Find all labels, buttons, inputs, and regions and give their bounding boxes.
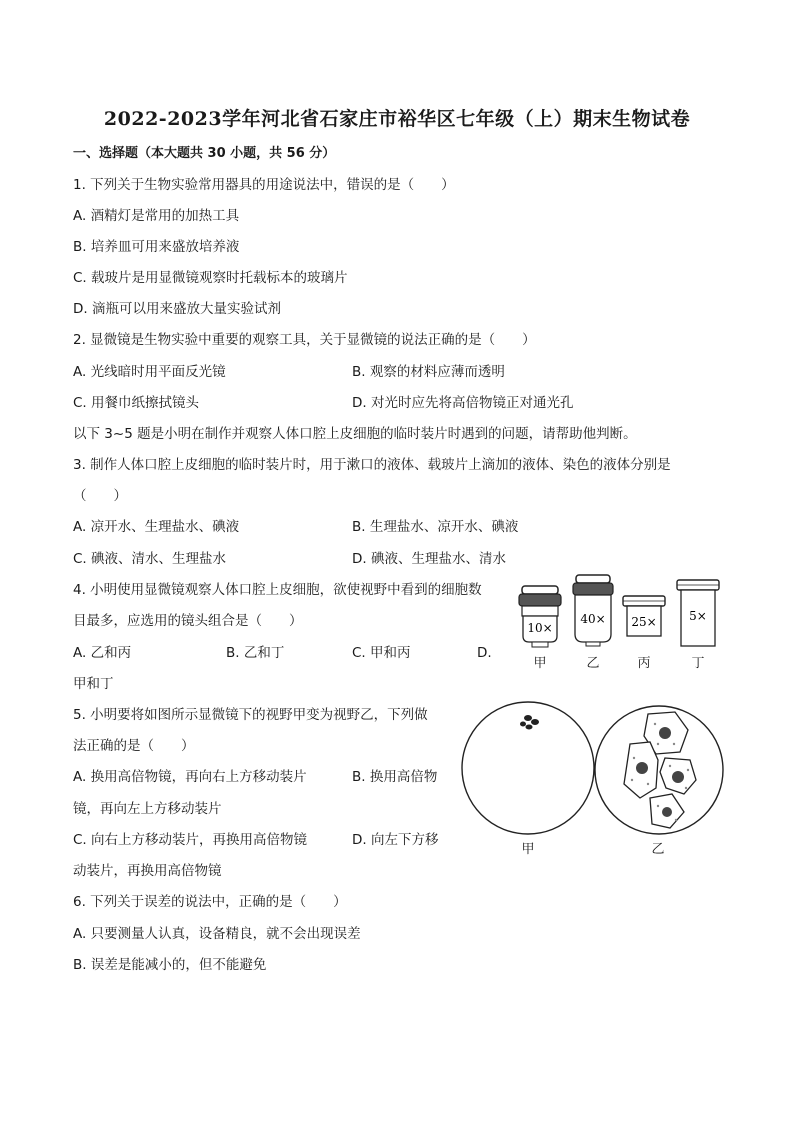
- q4-option-d: D.: [477, 645, 492, 661]
- lens-label-ding: 丁: [691, 656, 705, 671]
- q5-option-c: C. 向右上方移动装片，再换用高倍物镜: [73, 832, 308, 848]
- lens-label-bing: 丙: [637, 656, 651, 671]
- q4-option-d-cont: 甲和丁: [73, 676, 114, 692]
- lens-label-jia: 甲: [533, 656, 547, 671]
- q2-option-c: C. 用餐巾纸擦拭镜头: [73, 395, 200, 411]
- q1-option-a: A. 酒精灯是常用的加热工具: [73, 208, 240, 224]
- q3-option-d: D. 碘液、生理盐水、清水: [352, 551, 506, 567]
- lens-ding-mag: 5×: [689, 609, 707, 623]
- lens-yi-mag: 40×: [580, 612, 606, 626]
- q4-option-b: B. 乙和丁: [226, 645, 285, 661]
- lens-ding: [677, 580, 719, 646]
- q4-stem-2: 目最多，应选用的镜头组合是（ ）: [73, 613, 303, 629]
- q2-stem: 2. 显微镜是生物实验中重要的观察工具，关于显微镜的说法正确的是（ ）: [73, 332, 536, 348]
- q1-stem: 1. 下列关于生物实验常用器具的用途说法中，错误的是（ ）: [73, 177, 455, 193]
- q6-stem: 6. 下列关于误差的说法中，正确的是（ ）: [73, 894, 347, 910]
- page-title: 2022-2023学年河北省石家庄市裕华区七年级（上）期末生物试卷: [103, 108, 691, 130]
- q5-option-d-cont: 动装片，再换用高倍物镜: [73, 863, 222, 879]
- q5-option-b-cont: 镜，再向左上方移动装片: [73, 801, 222, 817]
- lens-jia-mag: 10×: [527, 621, 553, 635]
- lens-bing: [623, 596, 665, 636]
- lens-label-yi: 乙: [586, 656, 600, 671]
- field-label-yi: 乙: [651, 842, 665, 857]
- intro-3-5: 以下 3~5 题是小明在制作并观察人体口腔上皮细胞的临时装片时遇到的问题，请帮助他判断。: [73, 426, 637, 442]
- q3-option-a: A. 凉开水、生理盐水、碘液: [73, 519, 240, 535]
- section-heading: 一、选择题（本大题共 30 小题，共 56 分）: [73, 146, 336, 161]
- q4-option-c: C. 甲和丙: [352, 645, 411, 661]
- field-figure: [460, 700, 730, 840]
- field-jia-circle: [462, 702, 594, 834]
- q1-option-b: B. 培养皿可用来盛放培养液: [73, 239, 240, 255]
- q6-option-a: A. 只要测量人认真，设备精良，就不会出现误差: [73, 926, 361, 942]
- q3-option-c: C. 碘液、清水、生理盐水: [73, 551, 227, 567]
- q4-stem: 4. 小明使用显微镜观察人体口腔上皮细胞，欲使视野中看到的细胞数: [73, 582, 482, 598]
- q2-option-d: D. 对光时应先将高倍物镜正对通光孔: [352, 395, 574, 411]
- q5-stem: 5. 小明要将如图所示显微镜下的视野甲变为视野乙，下列做: [73, 707, 428, 723]
- q1-option-d: D. 滴瓶可以用来盛放大量实验试剂: [73, 301, 281, 317]
- q2-option-b: B. 观察的材料应薄而透明: [352, 364, 505, 380]
- q3-stem-blank: （ ）: [73, 488, 127, 504]
- q5-option-a: A. 换用高倍物镜，再向右上方移动装片: [73, 769, 307, 785]
- lens-bing-mag: 25×: [631, 615, 657, 629]
- q2-option-a: A. 光线暗时用平面反光镜: [73, 364, 226, 380]
- q4-option-a: A. 乙和丙: [73, 645, 132, 661]
- q3-stem: 3. 制作人体口腔上皮细胞的临时装片时，用于漱口的液体、载玻片上滴加的液体、染色的液体分别是: [73, 457, 671, 473]
- field-label-jia: 甲: [521, 842, 535, 857]
- q5-stem-2: 法正确的是（ ）: [73, 738, 195, 754]
- lens-yi: [573, 575, 613, 646]
- lens-jia: [519, 586, 561, 647]
- q1-option-c: C. 载玻片是用显微镜观察时托载标本的玻璃片: [73, 270, 348, 286]
- q5-option-b: B. 换用高倍物: [352, 769, 438, 785]
- q6-option-b: B. 误差是能减小的，但不能避免: [73, 957, 267, 973]
- q5-option-d: D. 向左下方移: [352, 832, 439, 848]
- q3-option-b: B. 生理盐水、凉开水、碘液: [352, 519, 519, 535]
